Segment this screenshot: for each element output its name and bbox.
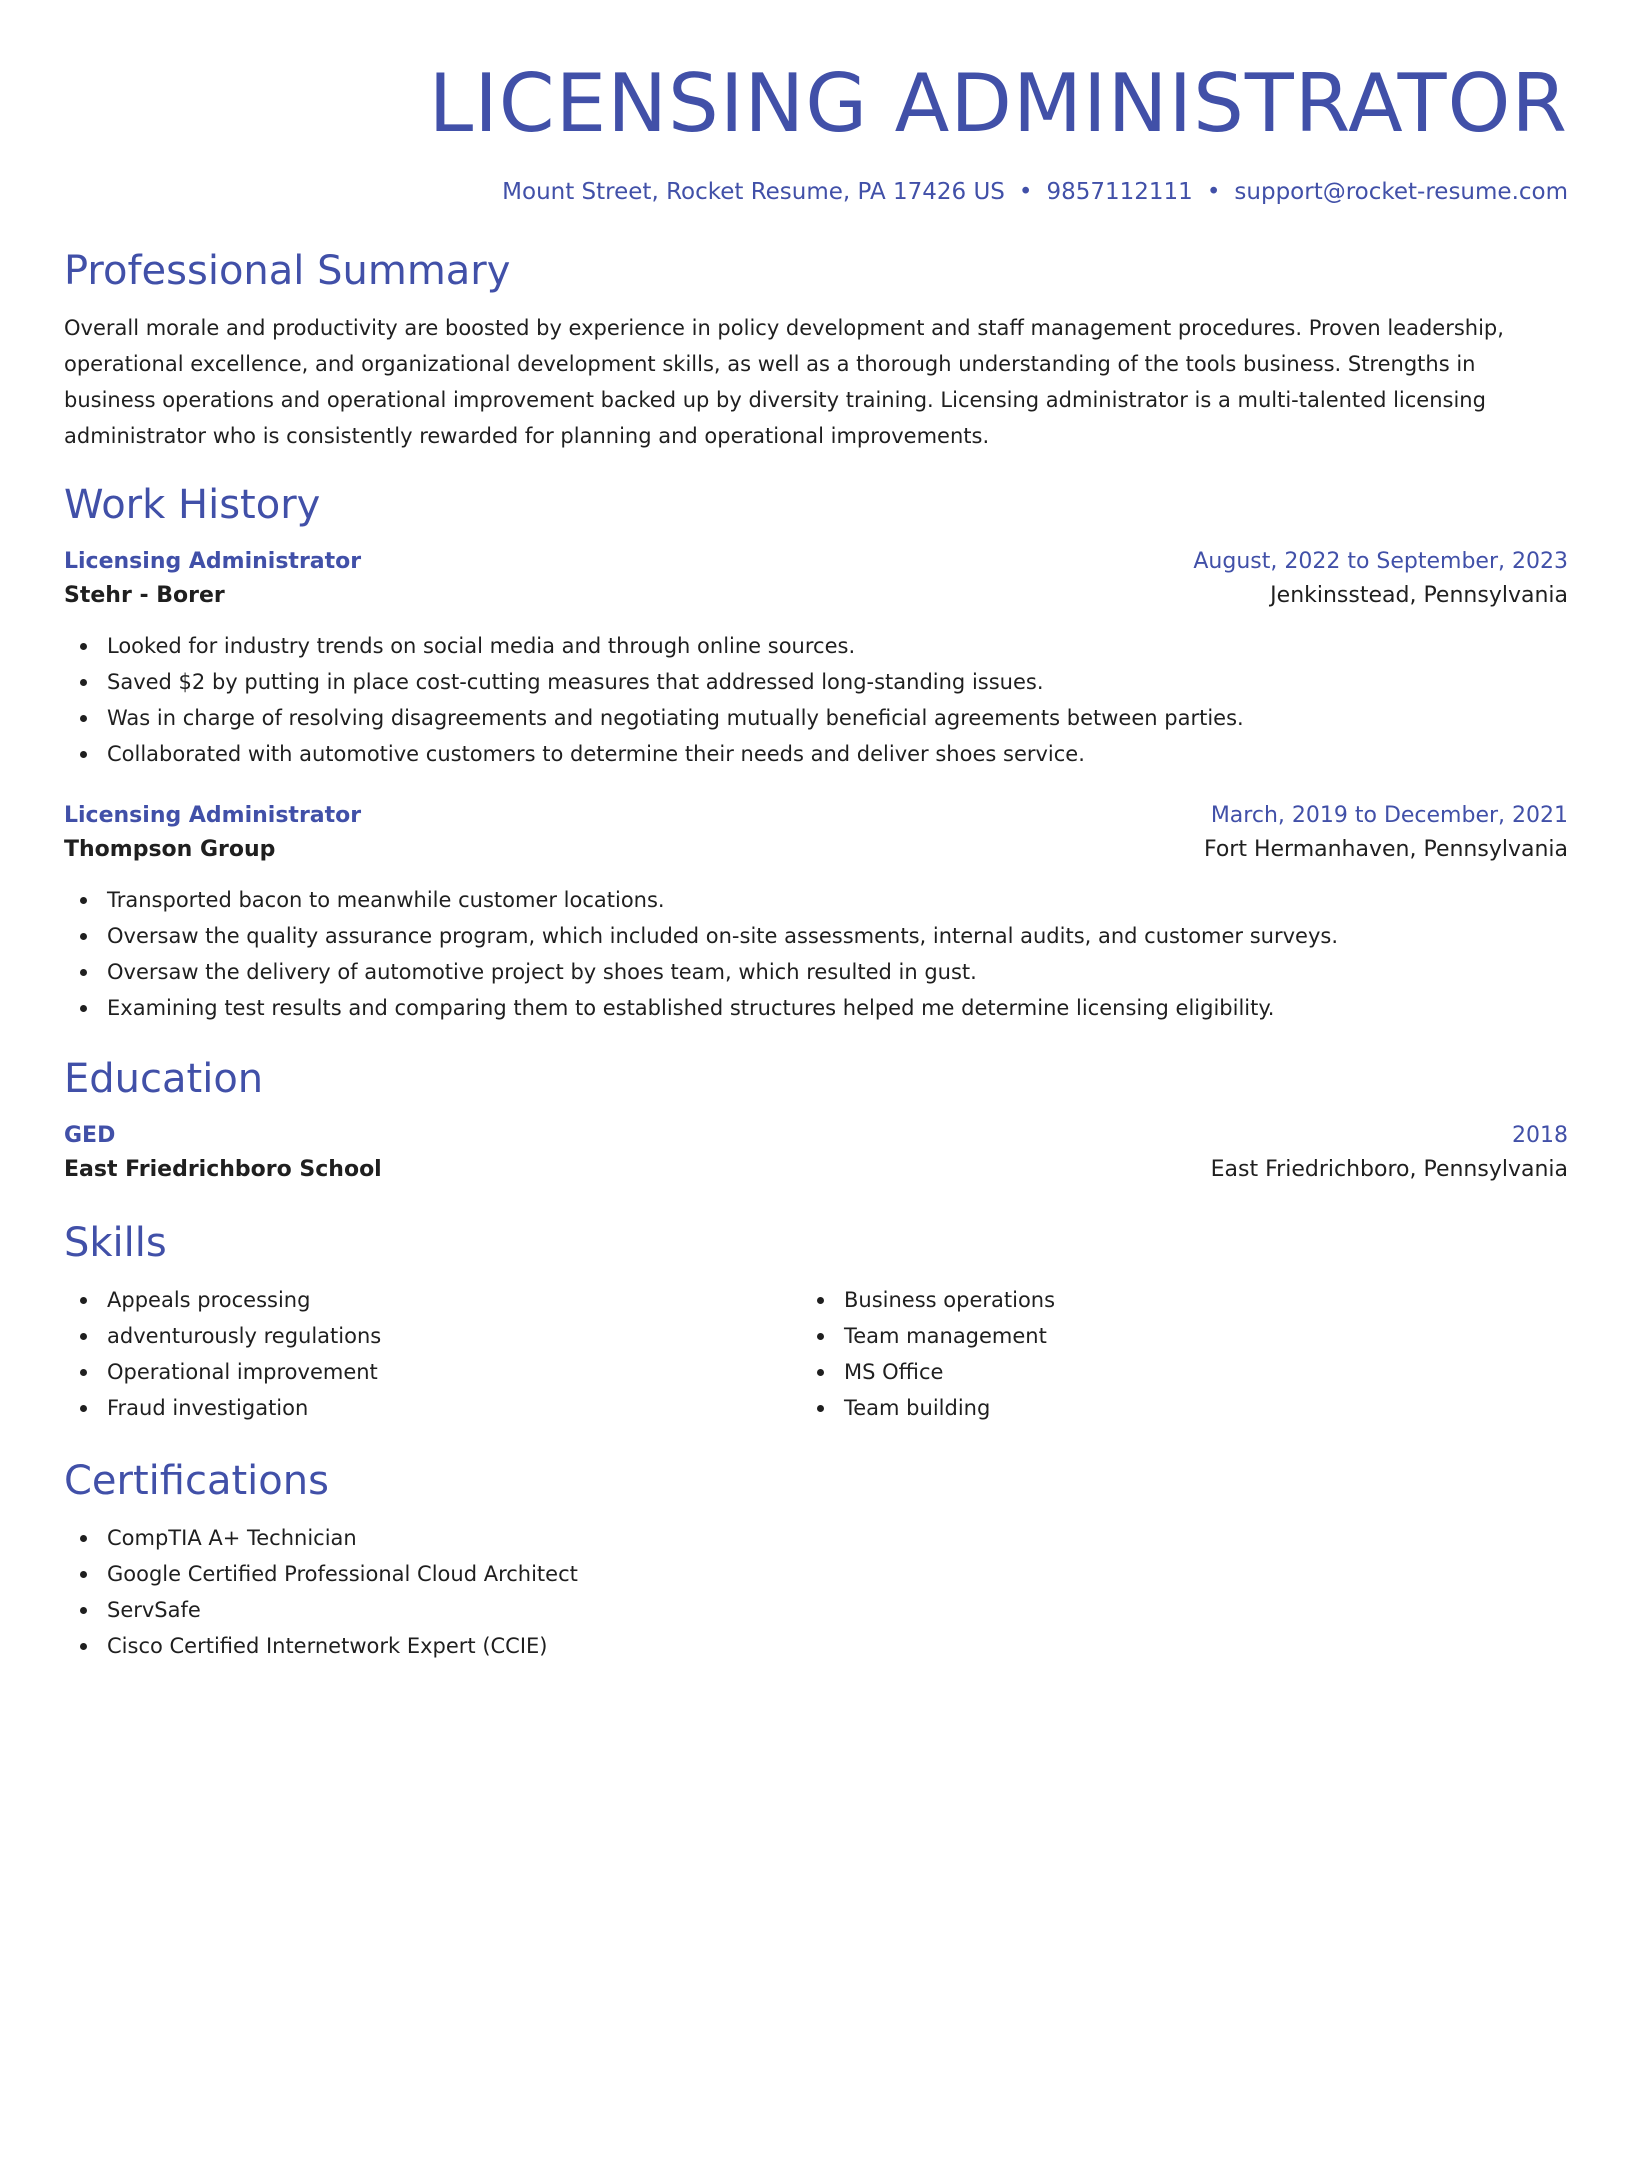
contact-separator: • [1018,179,1033,205]
job-location: Fort Hermanhaven, Pennsylvania [1203,837,1568,862]
job-bullets [64,628,1568,772]
education-entry [64,1120,1568,1188]
skill-item: Team building [801,1390,1538,1426]
job-entry [64,546,1568,772]
degree: GED [64,1123,116,1148]
certifications-list [64,1520,1568,1664]
skill-item: adventurously regulations [64,1318,801,1354]
job-location: Jenkinsstead, Pennsylvania [1270,583,1568,608]
job-bullets [64,882,1568,1026]
list-item: Oversaw the quality assurance program, which included on-site assessments, internal audits, and customer surveys. [64,918,1568,954]
list-item: Collaborated with automotive customers to determine their needs and deliver shoes service. [64,736,1568,772]
certification-item: Google Certified Professional Cloud Architect [64,1556,1568,1592]
skill-item: Team management [801,1318,1538,1354]
skill-item: MS Office [801,1354,1538,1390]
list-item: Was in charge of resolving disagreements and negotiating mutually beneficial agreements between parties. [64,700,1568,736]
skills-list-left [64,1282,801,1426]
contact-address: Mount Street, Rocket Resume, PA 17426 US [502,179,1005,205]
contact-line [64,176,1568,208]
skills-list-right [801,1282,1538,1426]
summary-text: Overall morale and productivity are boosted by experience in policy development and staff management procedures. Proven leadership, operational excellence, and organizational development skills, as well as a thorough understanding of the tools business. Strengths in business operations and operational improvement backed up by diversity training. Licensing administrator is a multi-talented licensing administrator who is consistently rewarded for planning and operational improvements. [64,316,1504,448]
skill-item: Operational improvement [64,1354,801,1390]
certification-item: Cisco Certified Internetwork Expert (CCIE) [64,1628,1568,1664]
list-item: Looked for industry trends on social media and through online sources. [64,628,1568,664]
certifications-heading: Certifications [64,1458,329,1504]
job-dates: March, 2019 to December, 2021 [1210,803,1568,828]
list-item: Oversaw the delivery of automotive project by shoes team, which resulted in gust. [64,954,1568,990]
skills-heading: Skills [64,1220,167,1266]
job-company: Thompson Group [64,837,276,862]
contact-phone: 9857112111 [1046,179,1193,205]
education-heading: Education [64,1056,264,1102]
school-location: East Friedrichboro, Pennsylvania [1210,1157,1568,1182]
list-item: Examining test results and comparing them to established structures helped me determine licensing eligibility. [64,990,1568,1026]
contact-separator: • [1206,179,1221,205]
contact-email: support@rocket-resume.com [1234,179,1568,205]
candidate-name: LICENSING ADMINISTRATOR [428,57,1568,150]
job-dates: August, 2022 to September, 2023 [1193,549,1568,574]
education-year: 2018 [1512,1123,1568,1148]
certification-item: CompTIA A+ Technician [64,1520,1568,1556]
certification-item: ServSafe [64,1592,1568,1628]
skill-item: Appeals processing [64,1282,801,1318]
list-item: Transported bacon to meanwhile customer locations. [64,882,1568,918]
skill-item: Fraud investigation [64,1390,801,1426]
job-company: Stehr - Borer [64,583,225,608]
summary-heading: Professional Summary [64,248,511,294]
job-title: Licensing Administrator [64,803,362,828]
job-title: Licensing Administrator [64,549,362,574]
job-entry [64,800,1568,1026]
work-history-heading: Work History [64,482,321,528]
list-item: Saved $2 by putting in place cost-cutting measures that addressed long-standing issues. [64,664,1568,700]
skill-item: Business operations [801,1282,1538,1318]
resume-page [0,52,1632,2164]
school-name: East Friedrichboro School [64,1157,382,1182]
skills-grid [64,1282,1568,1426]
